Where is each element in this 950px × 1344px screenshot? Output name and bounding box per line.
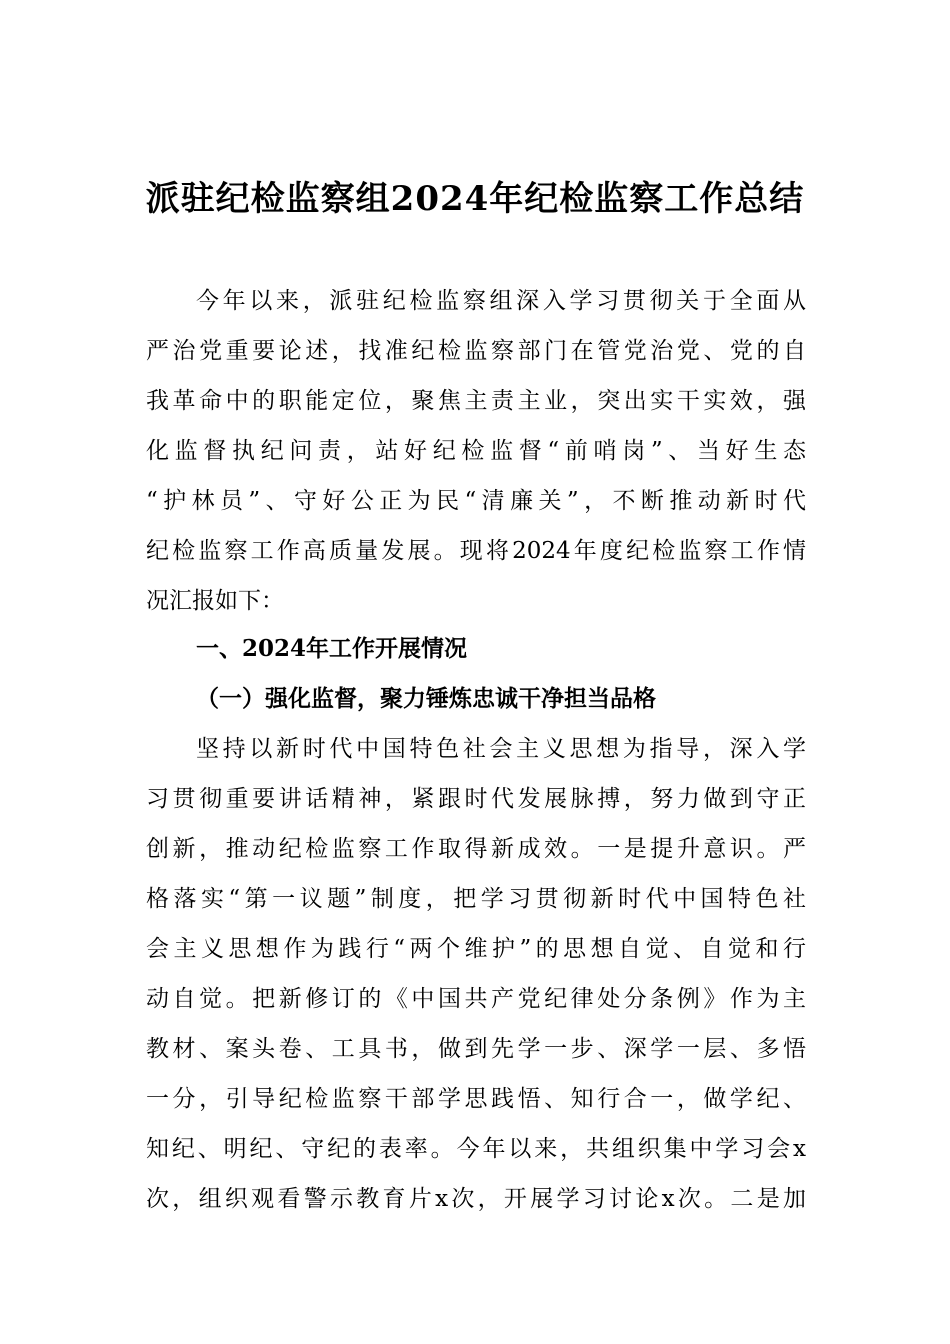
intro-line: 纪检监察工作高质量发展。现将2024年度纪检监察工作情 <box>146 538 806 564</box>
section-heading: 一、2024年工作开展情况 <box>196 635 468 662</box>
intro-line: 今年以来，派驻纪检监察组深入学习贯彻关于全面从 <box>196 288 806 314</box>
body-line: 格落实“第一议题”制度，把学习贯彻新时代中国特色社 <box>146 886 806 912</box>
intro-line: 化监督执纪问责，站好纪检监督“前哨岗”、当好生态 <box>146 438 806 464</box>
body-line: 一分，引导纪检监察干部学思践悟、知行合一，做学纪、 <box>146 1086 806 1112</box>
body-line: 创新，推动纪检监察工作取得新成效。一是提升意识。严 <box>146 836 806 862</box>
body-line: 坚持以新时代中国特色社会主义思想为指导，深入学 <box>196 736 806 762</box>
body-line: 教材、案头卷、工具书，做到先学一步、深学一层、多悟 <box>146 1036 806 1062</box>
body-line: 习贯彻重要讲话精神，紧跟时代发展脉搏，努力做到守正 <box>146 786 806 812</box>
body-line: 知纪、明纪、守纪的表率。今年以来，共组织集中学习会x <box>146 1136 806 1162</box>
document-title: 派驻纪检监察组2024年纪检监察工作总结 <box>145 179 805 219</box>
body-line: 动自觉。把新修订的《中国共产党纪律处分条例》作为主 <box>146 986 806 1012</box>
intro-line: 我革命中的职能定位，聚焦主责主业，突出实干实效，强 <box>146 388 806 414</box>
subsection-heading: （一）强化监督，聚力锤炼忠诚干净担当品格 <box>196 685 656 712</box>
body-line: 会主义思想作为践行“两个维护”的思想自觉、自觉和行 <box>146 936 806 962</box>
intro-line: “护林员”、守好公正为民“清廉关”，不断推动新时代 <box>146 488 806 514</box>
intro-line: 况汇报如下： <box>146 588 284 614</box>
body-line: 次，组织观看警示教育片x次，开展学习讨论x次。二是加 <box>146 1186 806 1212</box>
intro-line: 严治党重要论述，找准纪检监察部门在管党治党、党的自 <box>146 338 806 364</box>
